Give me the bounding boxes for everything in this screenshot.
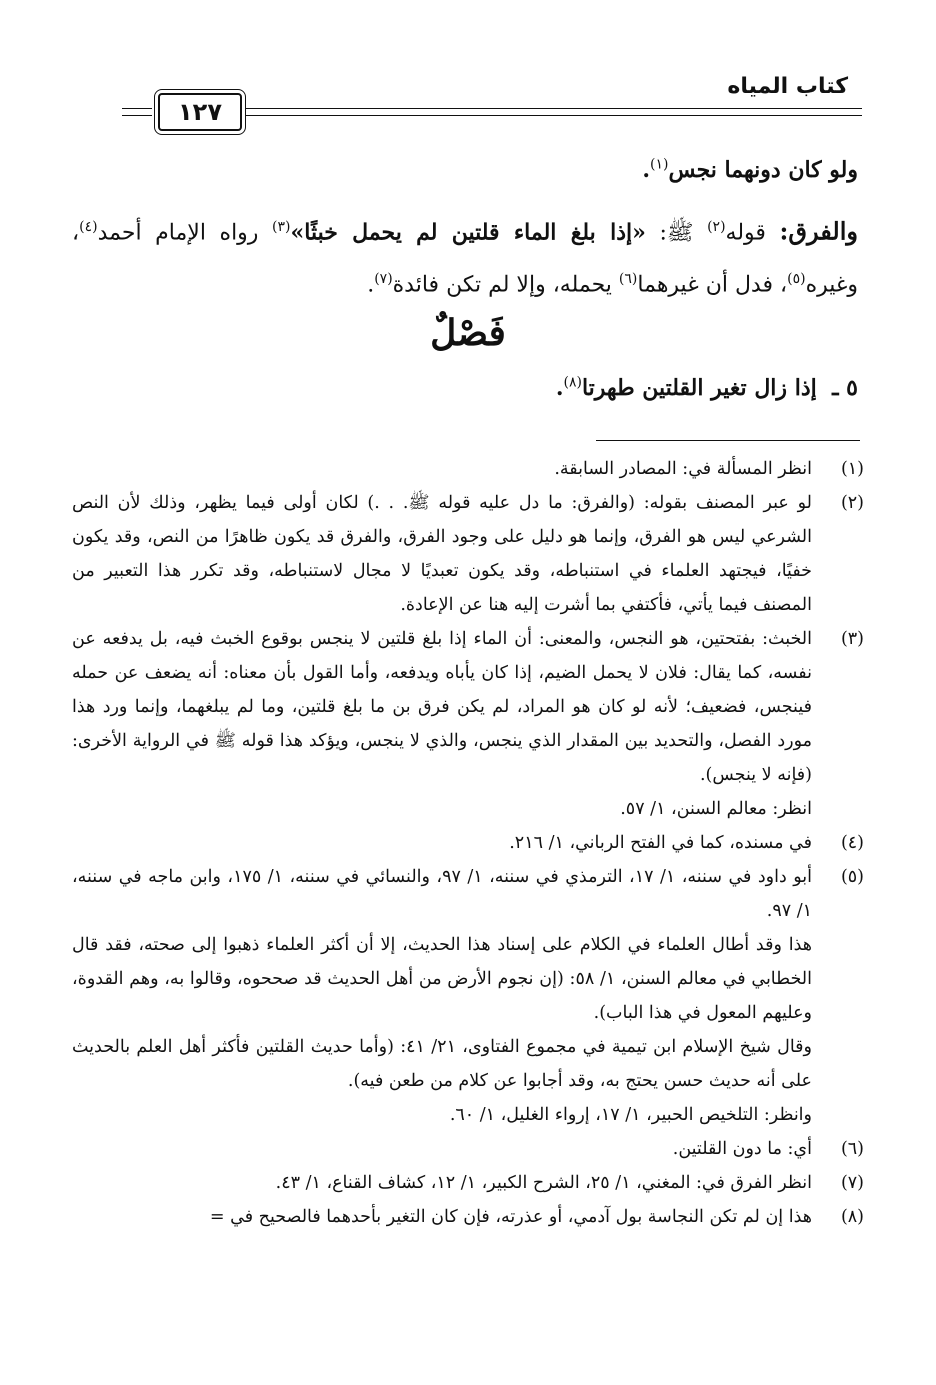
- footnote: [72, 1166, 864, 1200]
- main-paragraph: والفرق: قوله$^{(٢)}$ ﷺ: «إذا بلغ الماء قلتين لم يحمل خبثًا»$^{(٣)}$ رواه الإمام أحمد$^{(٤)}$، وغيره$^{(٥)}$، فدل أن غيرهما$^{(٦)}$ يحمله، وإلا لم تكن فائدة$^{(٧)}$.: [72, 216, 858, 298]
- section-heading-fasl: فَصْلٌ: [430, 312, 506, 354]
- footnote-number: (٧): [840, 1173, 864, 1193]
- main-line-1: ولو كان دونهما نجس$^{(١)}$.: [642, 156, 858, 183]
- footnote-number: (٣): [840, 629, 864, 649]
- footnote-text: في مسنده، كما في الفتح الرباني، ١/ ٢١٦.: [509, 833, 812, 853]
- footnote-text: انظر الفرق في: المغني، ١/ ٢٥، الشرح الكبير، ١/ ١٢، كشاف القناع، ١/ ٤٣.: [275, 1173, 812, 1193]
- footnote-ref: (٦): [618, 271, 638, 288]
- footnote: [72, 860, 864, 1132]
- issue-heading: ٥ ـ إذا زال تغير القلتين طهرتا$^{(٨)}$.: [555, 374, 858, 401]
- footnote-ref: (٤): [79, 219, 98, 235]
- footnote-number: (٢): [840, 493, 864, 513]
- footnote-text: الخبث: بفتحتين، هو النجس، والمعنى: أن الماء إذا بلغ قلتين لا ينجس بوقوع الخبث فيه، بل يدفعه عن نفسه، كما يقال: فلان لا يحمل الضيم، إذا كان يأباه ويدفعه، وأما القول بأن معناه: أنه يضعف عن حمله فينجس، فضعيف؛ لأنه لو كان هو المراد، لم يكن فرق بن ما بلغ قلتين، وما لم يبلغهما، وإنما ورد هذا مورد الفصل، والتحديد بين المقدار الذي ينجس، والذي لا ينجس، ويؤكد هذا قوله ﷺ في الرواية الأخرى: (فإنه لا ينجس).: [72, 629, 812, 785]
- footnote-ref: (٧): [374, 271, 393, 288]
- footnotes: [72, 452, 864, 1234]
- footnote-text: هذا إن لم تكن النجاسة بول آدمي، أو عذرته، فإن كان التغير بأحدهما فالصحيح في =: [209, 1207, 812, 1227]
- footnote: [72, 452, 864, 486]
- issue-number: ٥ ـ: [832, 375, 858, 401]
- footnote-ref: (١): [650, 156, 669, 173]
- page-number: ١٢٧: [158, 93, 242, 131]
- footnote-text: هذا وقد أطال العلماء في الكلام على إسناد هذا الحديث، إلا أن أكثر العلماء ذهبوا إلى صحته، فقد قال الخطابي في معالم السنن، ١/ ٥٨: (إن نجوم الأرض من أهل الحديث قد صححوه، وقالوا به، وهم القدوة، وعليهم المعول في هذا الباب).: [72, 935, 812, 1023]
- header-rule-right: [246, 108, 862, 116]
- footnote-text: انظر المسألة في: المصادر السابقة.: [554, 459, 812, 479]
- footnote-text: انظر: معالم السنن، ١/ ٥٧.: [620, 799, 812, 819]
- footnote-number: (٥): [840, 867, 864, 887]
- footnote-number: (٤): [840, 833, 864, 853]
- footnote-number: (٨): [840, 1207, 864, 1227]
- footnote-text: لو عبر المصنف بقوله: (والفرق: ما دل عليه قوله ﷺ. . .) لكان أولى فيما يظهر، وذلك لأن النص الشرعي ليس هو الفرق، وإنما هو دليل على وجود الفرق، والفرق قد يكون ظاهرًا من النص، وقد يكون خفيًا، فيجتهد العلماء في استنباطه، وقد يكون تعبديًا لا مجال لاستنباطه، وقد تكرر هذا التعبير من المصنف فيما يأتي، فأكتفي بما أشرت إليه هنا عن الإعادة.: [72, 493, 812, 615]
- footnote: [72, 486, 864, 622]
- book-title: كتاب المياه: [727, 74, 848, 99]
- footnote-ref: (٥): [787, 271, 806, 288]
- footnote: [72, 826, 864, 860]
- footnote: [72, 1132, 864, 1166]
- footnote: [72, 1200, 864, 1234]
- footnote-ref: (٨): [563, 374, 582, 391]
- footnote-text: أبو داود في سننه، ١/ ١٧، الترمذي في سننه، ١/ ٩٧، والنسائي في سننه، ١/ ١٧٥، وابن ماجه في سننه، ١/ ٩٧.: [72, 867, 812, 921]
- footnote-text: وانظر: التلخيص الحبير، ١/ ١٧، إرواء الغليل، ١/ ٦٠.: [449, 1105, 812, 1125]
- footnote-number: (١): [840, 459, 864, 479]
- footnote: [72, 622, 864, 826]
- footnote-ref: (٢): [707, 219, 726, 235]
- footnote-ref: (٣): [272, 219, 291, 235]
- header-rule-left: [122, 108, 152, 116]
- hadith-quote: «إذا بلغ الماء قلتين لم يحمل خبثًا»: [290, 219, 646, 246]
- footnote-text: وقال شيخ الإسلام ابن تيمية في مجموع الفتاوى، ٢١/ ٤١: (وأما حديث القلتين فأكثر أهل العلم بالحديث على أنه حديث حسن يحتج به، وقد أجابوا عن كلام من طعن فيه).: [72, 1037, 812, 1091]
- footnote-text: أي: ما دون القلتين.: [672, 1139, 812, 1159]
- footnote-separator: [596, 440, 860, 441]
- paragraph-label: والفرق:: [779, 216, 858, 246]
- footnote-number: (٦): [840, 1139, 864, 1159]
